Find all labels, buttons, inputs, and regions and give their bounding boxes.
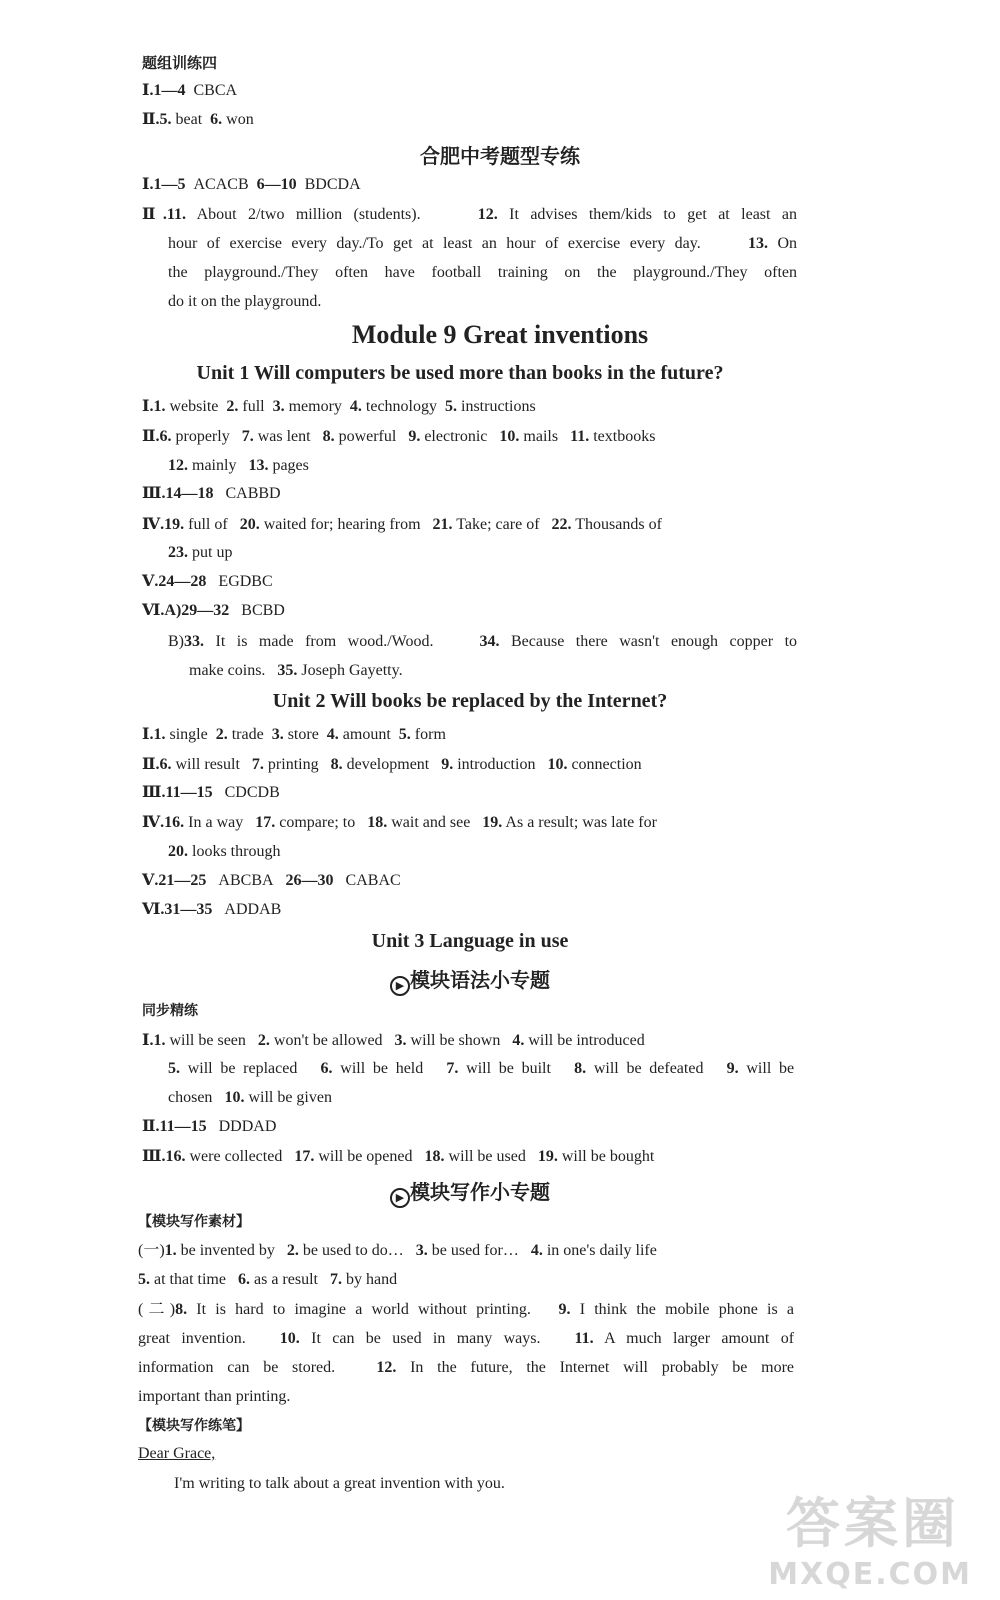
circle-arrow-icon: ▶	[390, 1188, 410, 1208]
answer-line: Ⅲ.14—18 CABBD	[142, 485, 281, 502]
answer-line: Ⅲ.11—15 CDCDB	[142, 784, 280, 801]
answer-line: B)33. It is made from wood./Wood. 34. Because there wasn't enough copper to	[168, 633, 798, 650]
answer-line: 5. at that time 6. as a result 7. by hand	[138, 1271, 398, 1288]
answer-line: the playground./They often have football training on the playground./They often	[168, 264, 797, 281]
answer-line: Ⅱ.11. About 2/two million (students). 12. It advises them/kids to get at least an	[142, 206, 797, 223]
answer-line: (一)1. be invented by 2. be used to do… 3. be used for… 4. in one's daily life	[138, 1242, 657, 1259]
answer-line: Ⅳ.16. In a way 17. compare; to 18. wait and see 19. As a result; was late for	[142, 814, 657, 831]
answer-line: Ⅱ.6. properly 7. was lent 8. powerful 9. electronic 10. mails 11. textbooks	[142, 428, 656, 445]
answer-line: Ⅵ.31—35 ADDAB	[142, 901, 282, 918]
answer-line: Ⅱ.5. beat 6. won	[142, 111, 254, 128]
section-heading: 合肥中考题型专练	[420, 144, 580, 168]
module-title: Module 9 Great inventions	[351, 320, 649, 349]
answer-line: Ⅰ.1. single 2. trade 3. store 4. amount 5. form	[142, 726, 446, 743]
answer-line: 23. put up	[168, 544, 233, 561]
answer-line: Ⅰ.1—5 ACACB 6—10 BDCDA	[142, 176, 361, 193]
answer-line: Ⅱ.6. will result 7. printing 8. development 9. introduction 10. connection	[142, 756, 642, 773]
watermark-url: MXQE.COM	[768, 1557, 972, 1592]
answer-line: Ⅰ.1. will be seen 2. won't be allowed 3. will be shown 4. will be introduced	[142, 1032, 645, 1049]
letter-body: I'm writing to talk about a great invention with you.	[174, 1475, 505, 1492]
section-title: 题组训练四	[142, 54, 218, 72]
answer-line: make coins. 35. Joseph Gayetty.	[189, 662, 403, 679]
subsection-label: 【模块写作练笔】	[138, 1418, 250, 1434]
subsection-label: 【模块写作素材】	[138, 1214, 250, 1230]
answer-line: important than printing.	[138, 1388, 291, 1405]
subsection-label: 同步精练	[142, 1003, 198, 1019]
answer-line: Ⅰ.1. website 2. full 3. memory 4. technology 5. instructions	[142, 398, 536, 415]
subsection-heading: ▶ 模块语法小专题	[0, 964, 970, 996]
answer-line: hour of exercise every day./To get at least an hour of exercise every day. 13. On	[168, 235, 798, 252]
answer-line: great invention. 10. It can be used in many ways. 11. A much larger amount of	[138, 1330, 795, 1347]
answer-line: Ⅳ.19. full of 20. waited for; hearing from 21. Take; care of 22. Thousands of	[142, 516, 662, 533]
answer-line: 5. will be replaced 6. will be held 7. will be built 8. will be defeated 9. will be	[168, 1060, 795, 1077]
subsection-heading: ▶ 模块写作小专题	[0, 1176, 970, 1208]
answer-line: (二)8. It is hard to imagine a world without printing. 9. I think the mobile phone is a	[138, 1301, 795, 1318]
answer-line: Ⅴ.21—25 ABCBA 26—30 CABAC	[142, 872, 401, 889]
circle-arrow-icon: ▶	[390, 976, 410, 996]
answer-line: information can be stored. 12. In the future, the Internet will probably be more	[138, 1359, 795, 1376]
answer-line: chosen 10. will be given	[168, 1089, 332, 1106]
answer-line: Ⅵ.A)29—32 BCBD	[142, 602, 285, 619]
answer-line: Ⅴ.24—28 EGDBC	[142, 573, 273, 590]
answer-line: Ⅲ.16. were collected 17. will be opened 18. will be used 19. will be bought	[142, 1148, 655, 1165]
unit-title: Unit 1 Will computers be used more than books in the future?	[196, 362, 724, 384]
answer-line: 20. looks through	[168, 843, 281, 860]
answer-line: 12. mainly 13. pages	[168, 457, 309, 474]
answer-line: Ⅱ.11—15 DDDAD	[142, 1118, 277, 1135]
letter-salutation: Dear Grace,	[138, 1445, 216, 1462]
watermark-logo: 答案圈	[786, 1492, 960, 1555]
answer-line: do it on the playground.	[168, 293, 322, 310]
unit-title: Unit 2 Will books be replaced by the Internet?	[272, 690, 668, 712]
answer-line: Ⅰ.1—4 CBCA	[142, 82, 238, 99]
unit-title: Unit 3 Language in use	[371, 930, 569, 952]
